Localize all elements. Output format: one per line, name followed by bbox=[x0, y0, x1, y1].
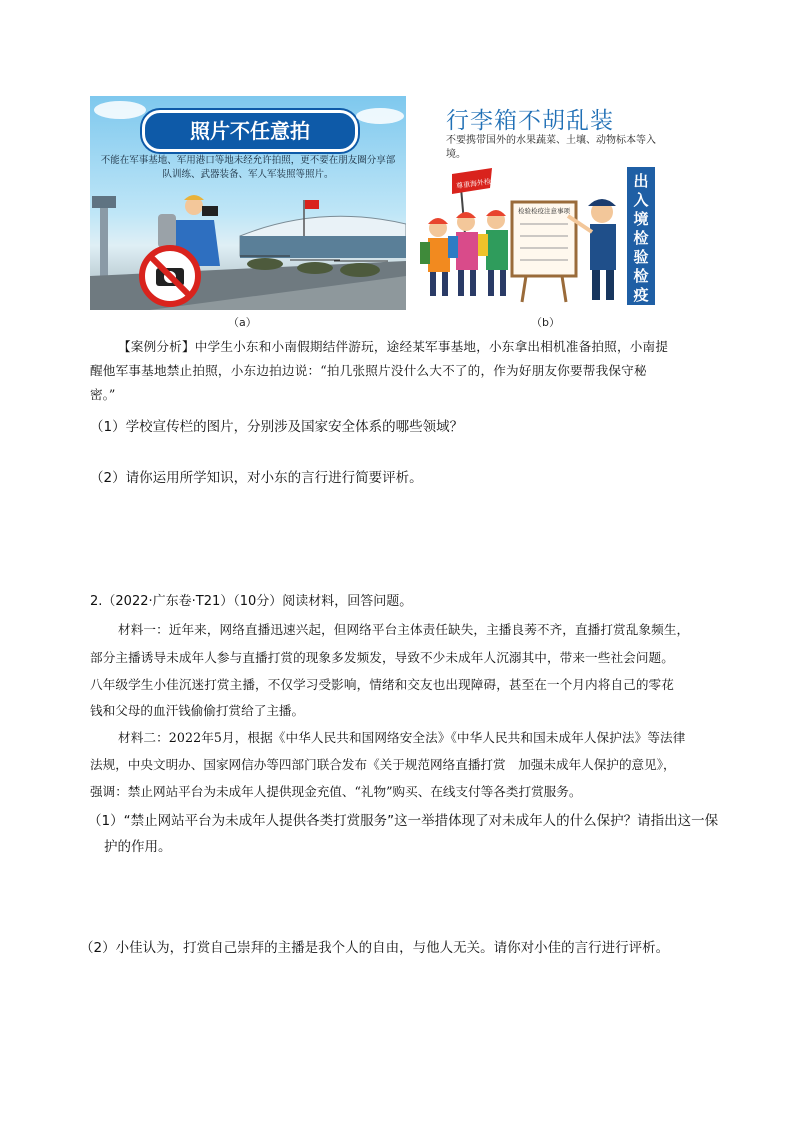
figure-b-title: 行李箱不胡乱装 bbox=[446, 108, 614, 134]
figure-a-scene bbox=[90, 96, 406, 310]
question-2-part-2: （2）小佳认为，打赏自己崇拜的主播是我个人的自由，与他人无关。请你对小佳的言行进行评析。 bbox=[80, 940, 670, 956]
figure-a-caption: （a） bbox=[228, 316, 257, 329]
figure-b-sign-text: 出入境检验检疫 bbox=[633, 172, 649, 304]
question-2-part-1-line-2: 护的作用。 bbox=[104, 839, 172, 855]
case-paragraph-line-1: 【案例分析】中学生小东和小南假期结伴游玩，途经某军事基地，小东拿出相机准备拍照，小南提 bbox=[118, 339, 669, 354]
question-2-part-1-line-1: （1）“禁止网站平台为未成年人提供各类打赏服务”这一举措体现了对未成年人的什么保护？请指出这一保 bbox=[88, 813, 719, 829]
figure-a-banner: 照片不任意拍 bbox=[142, 110, 358, 152]
figure-b-scene bbox=[416, 96, 660, 310]
material-1-line-3: 八年级学生小佳沉迷打赏主播，不仅学习受影响，情绪和交友也出现障碍，甚至在一个月内将自己的零花 bbox=[90, 677, 674, 692]
case-question-2: （2）请你运用所学知识，对小东的言行进行简要评析。 bbox=[90, 470, 423, 486]
question-2-header: 2.（2022·广东卷·T21）（10分）阅读材料，回答问题。 bbox=[90, 594, 413, 609]
figure-b-flag-text: 尊重海外检疫法 bbox=[455, 175, 506, 191]
figure-b-description: 不要携带国外的水果蔬菜、土壤、动物标本等入境。 bbox=[446, 135, 656, 160]
case-question-1: （1）学校宣传栏的图片，分别涉及国家安全体系的哪些领域？ bbox=[90, 419, 464, 435]
figure-a-illustration bbox=[90, 96, 406, 310]
figure-b-caption: （b） bbox=[531, 316, 560, 329]
figure-b-illustration bbox=[416, 96, 660, 310]
case-paragraph-line-3: 密。” bbox=[90, 387, 116, 402]
material-2-line-1: 材料二：2022年5月，根据《中华人民共和国网络安全法》《中华人民共和国未成年人保护法》等法律 bbox=[118, 730, 686, 745]
material-1-line-2: 部分主播诱导未成年人参与直播打赏的现象多发频发，导致不少未成年人沉溺其中，带来一些社会问题。 bbox=[90, 650, 674, 665]
figure-b-board-text: 检验检疫注意事项 bbox=[518, 207, 570, 215]
material-2-line-3: 强调：禁止网站平台为未成年人提供现金充值、“礼物”购买、在线支付等各类打赏服务。 bbox=[90, 784, 582, 799]
material-1-line-1: 材料一：近年来，网络直播迅速兴起，但网络平台主体责任缺失，主播良莠不齐，直播打赏乱象频生， bbox=[118, 622, 690, 637]
case-paragraph-line-2: 醒他军事基地禁止拍照，小东边拍边说：“拍几张照片没什么大不了的，作为好朋友你要帮我保守秘 bbox=[90, 363, 647, 378]
figure-a-description: 不能在军事基地、军用港口等地未经允许拍照，更不要在朋友圈分享部队训练、武器装备、军人军装照等照片。 bbox=[100, 155, 396, 180]
material-1-line-4: 钱和父母的血汗钱偷偷打赏给了主播。 bbox=[90, 703, 305, 718]
material-2-line-2: 法规，中央文明办、国家网信办等四部门联合发布《关于规范网络直播打赏 加强未成年人保护的意见》， bbox=[90, 757, 676, 772]
